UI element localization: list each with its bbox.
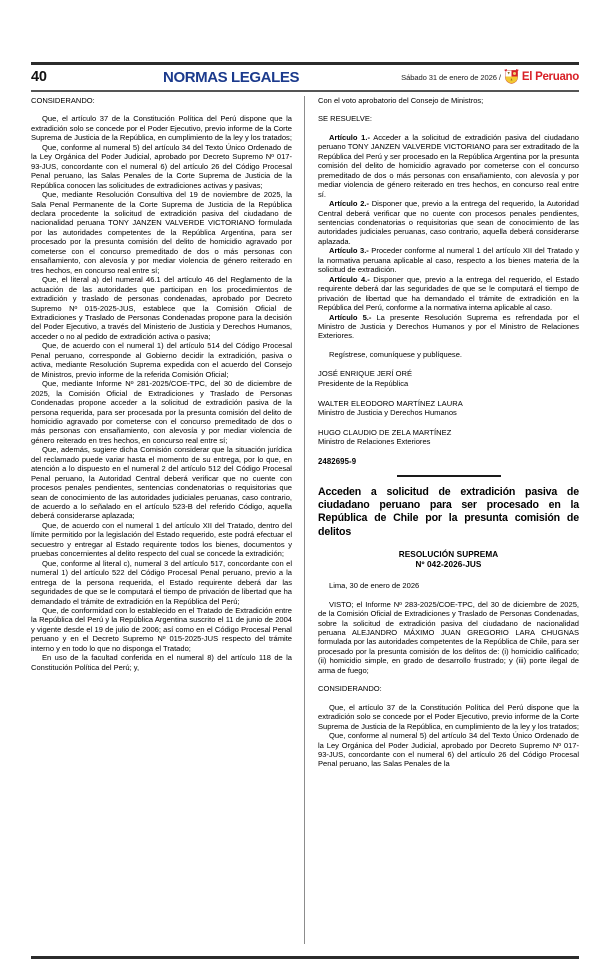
signatory-name: WALTER ELEODORO MARTÍNEZ LAURA — [318, 398, 463, 408]
masthead-row — [31, 65, 579, 89]
article-paragraph — [318, 275, 579, 313]
signatory-role: Ministro de Justicia y Derechos Humanos — [318, 408, 457, 418]
signatory-block — [318, 428, 579, 447]
right-column — [305, 96, 579, 944]
article-paragraph — [318, 246, 579, 274]
masthead-right-group — [401, 69, 579, 86]
visto-paragraph: VISTO; el Informe Nº 283-2025/COE-TPC, del 30 de diciembre de 2025, de la Comisión Oficial de Extradiciones y Traslado de Personas Condenadas, sobre la solicitud de extradición pasiva del ciudadano de nacionalidad peruana ALEJANDRO MÁXIMO JUAN GREGORIO LARA CHUGNAS formulada por las autoridades competentes de la República de Chile, para ser procesado por la presunta comisión de los delitos de: (i) homicidio calificado; (ii) homicidio simple, en grado de desarrollo frustrado; y (iii) porte ilegal de arma de fuego; — [318, 599, 579, 675]
left-paragraph: Que, mediante Informe Nº 281-2025/COE-TPC, del 30 de diciembre de 2025, la Comisión Oficial de Extradiciones y Traslado de Personas Condenadas propone acceder a la solicitud de extradición pasiva de la persona requerida, para ser procesada por la presunta comisión del delito de homicidio agravado por cometerse con el concurso premeditado de dos o más personas con ensañamiento, con alevosía y por mediar violencia de género reiterado en tres hechos, en concurso real entre sí; — [31, 379, 292, 445]
left-paragraph: En uso de la facultad conferida en el numeral 8) del artículo 118 de la Constitución Política del Perú; y, — [31, 653, 292, 672]
brand-name: El Peruano — [521, 71, 579, 83]
signatory-role: Ministro de Relaciones Exteriores — [318, 437, 431, 447]
article-label: Artículo 4.- — [329, 274, 370, 284]
left-paragraph: Que, conforme al literal c), numeral 3 del artículo 517, concordante con el numeral 1) del artículo 522 del Código Procesal Penal peruano, previo a la entrega de la persona requerida, el Estado requirente deberá dar las seguridades de que se le computará el tiempo de privación de libertad que ha demandado el trámite de extradición en la República del Perú; — [31, 558, 292, 606]
se-resuelve-heading: SE RESUELVE: — [318, 114, 372, 124]
article-label: Artículo 5.- — [329, 312, 372, 322]
left-paragraph: Que, conforme al numeral 5) del artículo 34 del Texto Único Ordenado de la Ley Orgánica del Poder Judicial, aprobado por Decreto Supremo Nº 017-93-JUS, concordante con el numeral 6) del artículo 26 del Código Procesal Penal peruano, las Salas Penales de la Corte Suprema de Justicia de la República conocen las solicitudes de extradiciones activas y pasivas; — [31, 142, 292, 190]
left-paragraph: Que, de acuerdo con el numeral 1 del artículo XII del Tratado, dentro del límite permitido por la legislación del Estado requerido, este podrá efectuar el secuestro y entregar al Estado requirente todos los bienes, documentos y pruebas concernientes al delito respecto del cual se concede la extradición; — [31, 520, 292, 559]
article-label: Artículo 3.- — [329, 246, 369, 256]
closing-line: Regístrese, comuníquese y publíquese. — [329, 349, 462, 359]
signatory-name: JOSÉ ENRIQUE JERÍ ORÉ — [318, 369, 413, 379]
resolution-title: RESOLUCIÓN SUPREMA — [398, 549, 499, 559]
publication-date: Sábado 31 de enero de 2026 / — [401, 72, 501, 82]
right-paragraph: Que, conforme al numeral 5) del artículo 34 del Texto Único Ordenado de la Ley Orgánica del Poder Judicial, aprobado por Decreto Supremo Nº 017-93-JUS, concordante con el numeral 6) del artículo 26 del Código Procesal Penal peruano, las Salas Penales de la — [318, 731, 579, 769]
document-id: 2482695-9 — [318, 456, 357, 466]
right-considerando-heading: CONSIDERANDO: — [318, 684, 382, 694]
right-paragraph: Que, el artículo 37 de la Constitución Política del Perú dispone que la extradición solo se concede por el Poder Ejecutivo, previo informe de la Corte Suprema de Justicia de la República, en cumplimiento de la ley y los tratados; — [318, 702, 579, 731]
article-paragraph — [318, 133, 579, 199]
article-text: Acceder a la solicitud de extradición pasiva del ciudadano peruano TONY JANZEN VALVERDE VICTORIANO para ser extraditado de la República del Perú y ser procesado en la República Argentina por la presunta comisión del delito de homicidio agravado por cometerse con el concurso premeditado de dos o más personas con ensañamiento, con alevosía y por mediar violencia de género reiterado en tres hechos, en concurso real entre sí. — [318, 132, 579, 199]
signatory-role: Presidente de la República — [318, 378, 409, 388]
article-text: Proceder conforme al numeral 1 del artículo XII del Tratado y la normativa peruana aplicable al caso, respecto a los bienes materia de la solicitud de extradición. — [318, 246, 580, 275]
article-text: Disponer que, previo a la entrega del requerido, la Autoridad Central deberá verificar que no cuente con procesos penales pendientes, sentencias condenatorias o requisitorias que sean de conocimiento de las autoridades judiciales peruanas, caso contrario, aquella deberá considerarse aplazada. — [318, 199, 579, 246]
resolution-number: Nº 042-2026-JUS — [415, 559, 482, 569]
left-paragraph: Que, mediante Resolución Consultiva del 19 de noviembre de 2025, la Sala Penal Permanente de la Corte Suprema de Justicia de la República declara procedente la solicitud de extradición pasiva del ciudadano de nacionalidad peruana TONY JANZEN VALVERDE VICTORIANO formulada por las autoridades competentes de la República Argentina, para ser procesado por la presunta comisión del delito de homicidio agravado por cometerse con el concurso premeditado de dos o más personas con ensañamiento, con alevosía y por mediar violencia de género reiterado en tres hechos, en concurso real entre sí; — [31, 190, 292, 275]
council-approval-line: Con el voto aprobatorio del Consejo de Ministros; — [318, 96, 484, 105]
left-paragraph: Que, el literal a) del numeral 46.1 del artículo 46 del Reglamento de la actuación de las autoridades que participan en los procedimientos de extradición y traslado de personas condenadas, aprobado por Decreto Supremo Nº 015-2025-JUS, establece que la Comisión Oficial de Extradiciones y Traslado de Personas Condenadas propone para la decisión del Poder Ejecutivo, a través del Ministerio de Justicia y Derechos Humanos, acceder o no al pedido de extradición activa o pasiva; — [31, 275, 292, 341]
publication-title: NORMAS LEGALES — [163, 68, 300, 86]
two-column-body — [31, 96, 579, 944]
masthead-bottom-rule — [31, 90, 579, 92]
article-label: Artículo 1.- — [329, 132, 370, 142]
signatory-block — [318, 369, 579, 388]
article-paragraph — [318, 199, 579, 246]
peru-coat-of-arms-icon — [504, 69, 519, 86]
section-separator — [397, 475, 501, 477]
signatory-block — [318, 399, 579, 418]
signatory-name: HUGO CLAUDIO DE ZELA MARTÍNEZ — [318, 427, 452, 437]
left-considerando-heading: CONSIDERANDO: — [31, 96, 95, 105]
article-paragraph — [318, 313, 579, 341]
left-paragraph: Que, el artículo 37 de la Constitución Política del Perú dispone que la extradición solo se concede por el Poder Ejecutivo, previo informe de la Corte Suprema de Justicia de la República, en cumplimiento de la ley y los tratados; — [31, 114, 292, 143]
article-headline: Acceden a solicitud de extradición pasiva de ciudadano peruano para ser procesado en la República de Chile por la presunta comisión de delitos — [318, 485, 579, 538]
article-label: Artículo 2.- — [329, 199, 370, 209]
page-masthead — [31, 62, 579, 92]
article-text: Disponer que, previo a la entrega del requerido, el Estado requirente deberá dar las seguridades de que se le computará el tiempo de privación de libertad que ha demandado el trámite de extradición en la República del Perú, conforme a la normativa interna aplicable al caso. — [318, 274, 579, 313]
left-paragraph: Que, de conformidad con lo establecido en el Tratado de Extradición entre la República del Perú y la República Argentina suscrito el 11 de junio de 2004 y vigente desde el 19 de julio de 2006; así como en el Código Procesal Penal peruano y en el Decreto Supremo Nº 015-2025-JUS respecto del trámite interno y en todo lo que no disponga el Tratado; — [31, 606, 292, 653]
article-text: La presente Resolución Suprema es refrendada por el Ministro de Justicia y Derechos Humanos y por el Ministro de Relaciones Exteriores. — [318, 312, 579, 341]
resolution-title-block — [318, 550, 579, 570]
page-bottom-rule — [31, 956, 579, 959]
page-number: 40 — [31, 69, 47, 85]
left-column — [31, 96, 304, 944]
left-paragraph: Que, además, sugiere dicha Comisión considerar que la situación jurídica del reclamado puede variar hasta el momento de su entrega, por lo que, en atención a lo dispuesto en el numeral 2 del artículo 512 del Código Procesal Penal peruano, la Autoridad Central deberá verificar que no cuente con procesos penales pendientes, sentencias condenatorias o requisitorias que sean de conocimiento de las autoridades judiciales peruanas, caso contrario, de acuerdo a lo señalado en el artículo 523-B del referido Código, aquella deberá considerarse aplazada; — [31, 445, 292, 521]
left-paragraph: Que, de acuerdo con el numeral 1) del artículo 514 del Código Procesal Penal peruano, corresponde al Gobierno decidir la extradición, pasiva o activa, mediante Resolución Suprema expedida con el acuerdo del Consejo de Ministros, previo informe de la referida Comisión Oficial; — [31, 341, 292, 379]
city-date: Lima, 30 de enero de 2026 — [329, 581, 420, 591]
